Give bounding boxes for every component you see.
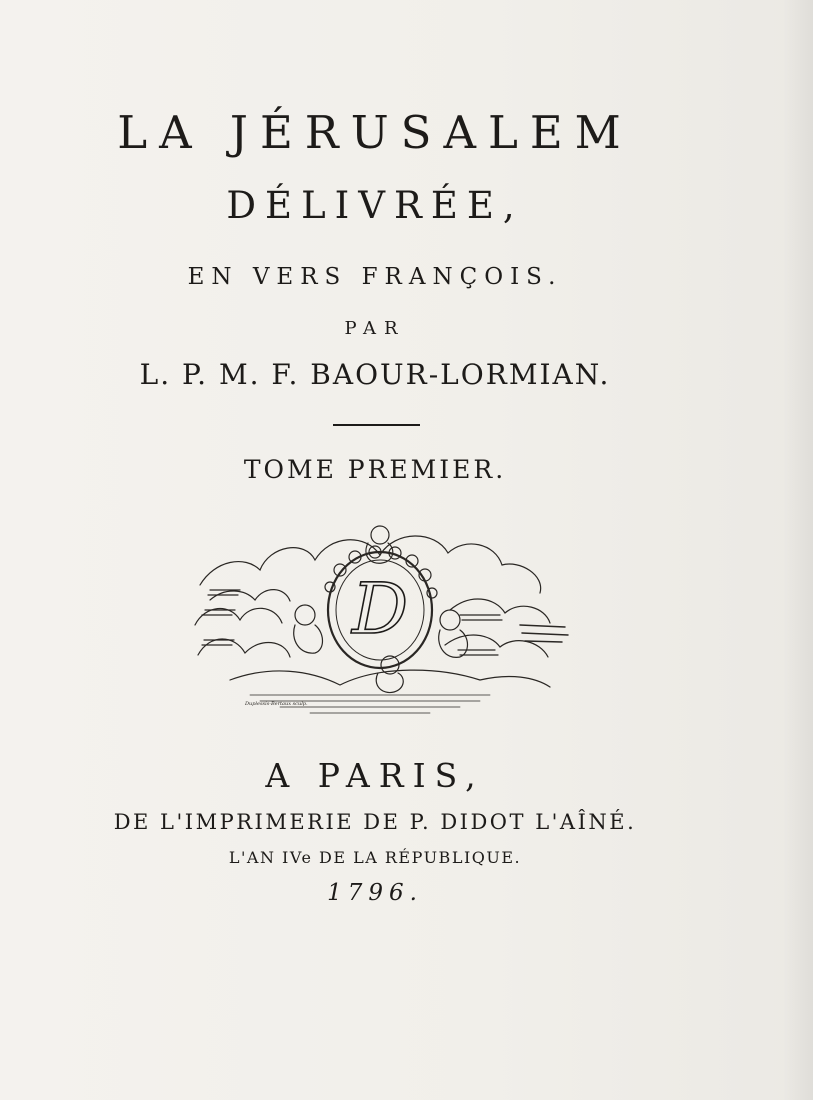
imprint-printer: DE L'IMPRIMERIE DE P. DIDOT L'AÎNÉ. [113, 810, 637, 834]
title-line-1: LA JÉRUSALEM [117, 106, 633, 159]
cherubs-monogram-vignette-icon [190, 515, 570, 730]
author-name: L. P. M. F. BAOUR-LORMIAN. [139, 358, 611, 391]
title-line-3: EN VERS FRANÇOIS. [187, 264, 563, 290]
by-line: PAR [344, 318, 406, 339]
ornamental-rule [333, 424, 420, 426]
engraver-signature: Duplessis-Bertaux sculp. [245, 701, 308, 707]
volume-label: TOME PREMIER. [243, 455, 507, 484]
imprint-republic-year: L'AN IVe DE LA RÉPUBLIQUE. [228, 848, 522, 867]
monogram-letter: D [351, 568, 409, 650]
title-line-2: DÉLIVRÉE, [226, 184, 524, 227]
imprint-city: A PARIS, [265, 756, 485, 795]
imprint-date: 1796. [327, 880, 423, 906]
